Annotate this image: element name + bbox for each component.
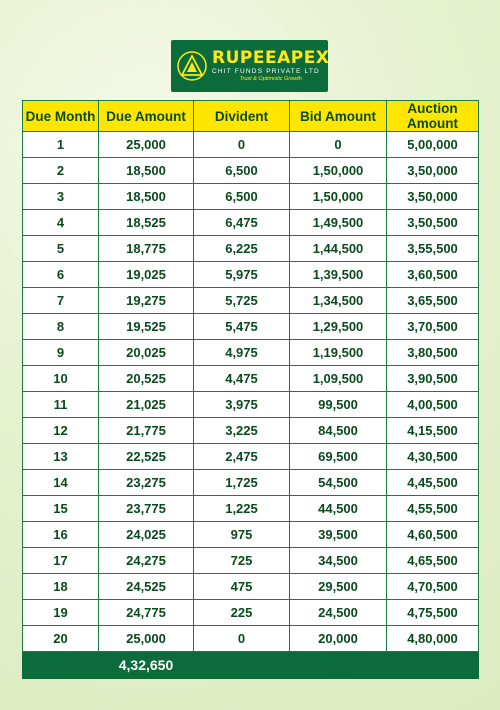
cell-due-amount: 21,775 [99,418,194,444]
company-logo [171,40,328,92]
cell-auction-amount: 3,90,500 [387,366,479,392]
table-row [23,262,479,288]
cell-bid-amount: 0 [290,132,387,158]
cell-due-month: 11 [23,392,99,418]
cell-bid-amount: 1,39,500 [290,262,387,288]
cell-bid-amount: 1,29,500 [290,314,387,340]
cell-divident: 975 [194,522,290,548]
cell-bid-amount: 1,09,500 [290,366,387,392]
table-row [23,288,479,314]
table-row [23,132,479,158]
header-due-amount: Due Amount [99,101,194,132]
cell-due-month: 17 [23,548,99,574]
cell-bid-amount: 84,500 [290,418,387,444]
cell-divident: 5,975 [194,262,290,288]
total-due-month [23,652,99,679]
cell-auction-amount: 3,80,500 [387,340,479,366]
apex-triangle-icon [177,51,207,81]
header-auction-amount: Auction Amount [387,101,479,132]
table-row [23,340,479,366]
cell-due-month: 9 [23,340,99,366]
cell-divident: 3,975 [194,392,290,418]
table-row [23,600,479,626]
cell-auction-amount: 3,50,000 [387,184,479,210]
cell-divident: 4,475 [194,366,290,392]
cell-due-amount: 19,275 [99,288,194,314]
cell-auction-amount: 3,70,500 [387,314,479,340]
cell-due-amount: 24,025 [99,522,194,548]
cell-auction-amount: 4,75,500 [387,600,479,626]
cell-auction-amount: 5,00,000 [387,132,479,158]
cell-bid-amount: 39,500 [290,522,387,548]
cell-due-amount: 18,500 [99,184,194,210]
cell-divident: 0 [194,132,290,158]
cell-due-amount: 20,525 [99,366,194,392]
cell-due-amount: 18,525 [99,210,194,236]
table-row [23,392,479,418]
cell-due-month: 20 [23,626,99,652]
cell-divident: 3,225 [194,418,290,444]
cell-due-month: 3 [23,184,99,210]
cell-due-amount: 18,775 [99,236,194,262]
table-row [23,314,479,340]
cell-due-amount: 19,525 [99,314,194,340]
cell-divident: 225 [194,600,290,626]
cell-due-month: 2 [23,158,99,184]
cell-divident: 2,475 [194,444,290,470]
cell-due-month: 8 [23,314,99,340]
cell-bid-amount: 1,49,500 [290,210,387,236]
cell-auction-amount: 3,60,500 [387,262,479,288]
header-bid-amount: Bid Amount [290,101,387,132]
cell-due-month: 13 [23,444,99,470]
table-row [23,626,479,652]
cell-auction-amount: 4,70,500 [387,574,479,600]
cell-auction-amount: 4,65,500 [387,548,479,574]
cell-due-amount: 23,275 [99,470,194,496]
cell-bid-amount: 1,19,500 [290,340,387,366]
chit-schedule-table [22,100,479,679]
header-divident: Divident [194,101,290,132]
cell-due-amount: 22,525 [99,444,194,470]
table-body [23,132,479,679]
cell-divident: 6,500 [194,184,290,210]
cell-due-amount: 24,275 [99,548,194,574]
total-divident [194,652,290,679]
cell-due-amount: 25,000 [99,132,194,158]
cell-due-month: 10 [23,366,99,392]
chit-schedule-table-wrapper [22,100,478,679]
cell-due-month: 19 [23,600,99,626]
cell-auction-amount: 4,45,500 [387,470,479,496]
table-row [23,496,479,522]
table-row [23,210,479,236]
cell-due-month: 18 [23,574,99,600]
cell-divident: 4,975 [194,340,290,366]
cell-divident: 6,475 [194,210,290,236]
table-row [23,236,479,262]
cell-divident: 5,725 [194,288,290,314]
cell-divident: 5,475 [194,314,290,340]
table-row [23,184,479,210]
cell-due-amount: 25,000 [99,626,194,652]
cell-bid-amount: 34,500 [290,548,387,574]
cell-bid-amount: 99,500 [290,392,387,418]
logo-text [212,47,330,83]
cell-auction-amount: 4,80,000 [387,626,479,652]
table-row [23,548,479,574]
table-row [23,366,479,392]
cell-auction-amount: 4,30,500 [387,444,479,470]
cell-auction-amount: 3,50,500 [387,210,479,236]
cell-auction-amount: 3,65,500 [387,288,479,314]
cell-bid-amount: 1,50,000 [290,158,387,184]
cell-auction-amount: 3,55,500 [387,236,479,262]
cell-divident: 725 [194,548,290,574]
table-row [23,522,479,548]
cell-due-amount: 20,025 [99,340,194,366]
cell-bid-amount: 20,000 [290,626,387,652]
cell-bid-amount: 1,44,500 [290,236,387,262]
cell-due-month: 15 [23,496,99,522]
cell-bid-amount: 24,500 [290,600,387,626]
cell-divident: 475 [194,574,290,600]
brand-name: RUPEEAPEX [212,47,330,68]
table-row [23,158,479,184]
cell-divident: 6,225 [194,236,290,262]
table-header-row [23,101,479,132]
cell-due-amount: 24,525 [99,574,194,600]
cell-due-amount: 23,775 [99,496,194,522]
cell-divident: 0 [194,626,290,652]
cell-due-month: 7 [23,288,99,314]
cell-auction-amount: 4,00,500 [387,392,479,418]
total-due-amount: 4,32,650 [99,652,194,679]
cell-bid-amount: 1,50,000 [290,184,387,210]
cell-due-amount: 19,025 [99,262,194,288]
company-subtitle: CHIT FUNDS PRIVATE LTD [212,67,320,75]
header-due-month: Due Month [23,101,99,132]
table-row [23,470,479,496]
cell-due-month: 4 [23,210,99,236]
total-bid-amount [290,652,387,679]
cell-due-month: 16 [23,522,99,548]
cell-bid-amount: 54,500 [290,470,387,496]
table-row [23,574,479,600]
cell-bid-amount: 44,500 [290,496,387,522]
table-row [23,418,479,444]
cell-auction-amount: 4,55,500 [387,496,479,522]
cell-due-month: 12 [23,418,99,444]
cell-due-month: 1 [23,132,99,158]
cell-auction-amount: 4,15,500 [387,418,479,444]
cell-due-month: 14 [23,470,99,496]
cell-bid-amount: 1,34,500 [290,288,387,314]
cell-due-month: 5 [23,236,99,262]
total-auction-amount [387,652,479,679]
cell-auction-amount: 3,50,000 [387,158,479,184]
cell-bid-amount: 69,500 [290,444,387,470]
table-row [23,444,479,470]
cell-due-month: 6 [23,262,99,288]
cell-bid-amount: 29,500 [290,574,387,600]
cell-divident: 6,500 [194,158,290,184]
cell-divident: 1,225 [194,496,290,522]
total-row [23,652,479,679]
cell-auction-amount: 4,60,500 [387,522,479,548]
cell-divident: 1,725 [194,470,290,496]
cell-due-amount: 18,500 [99,158,194,184]
company-tagline: Trust & Optimistic Growth [239,76,302,82]
cell-due-amount: 24,775 [99,600,194,626]
cell-due-amount: 21,025 [99,392,194,418]
